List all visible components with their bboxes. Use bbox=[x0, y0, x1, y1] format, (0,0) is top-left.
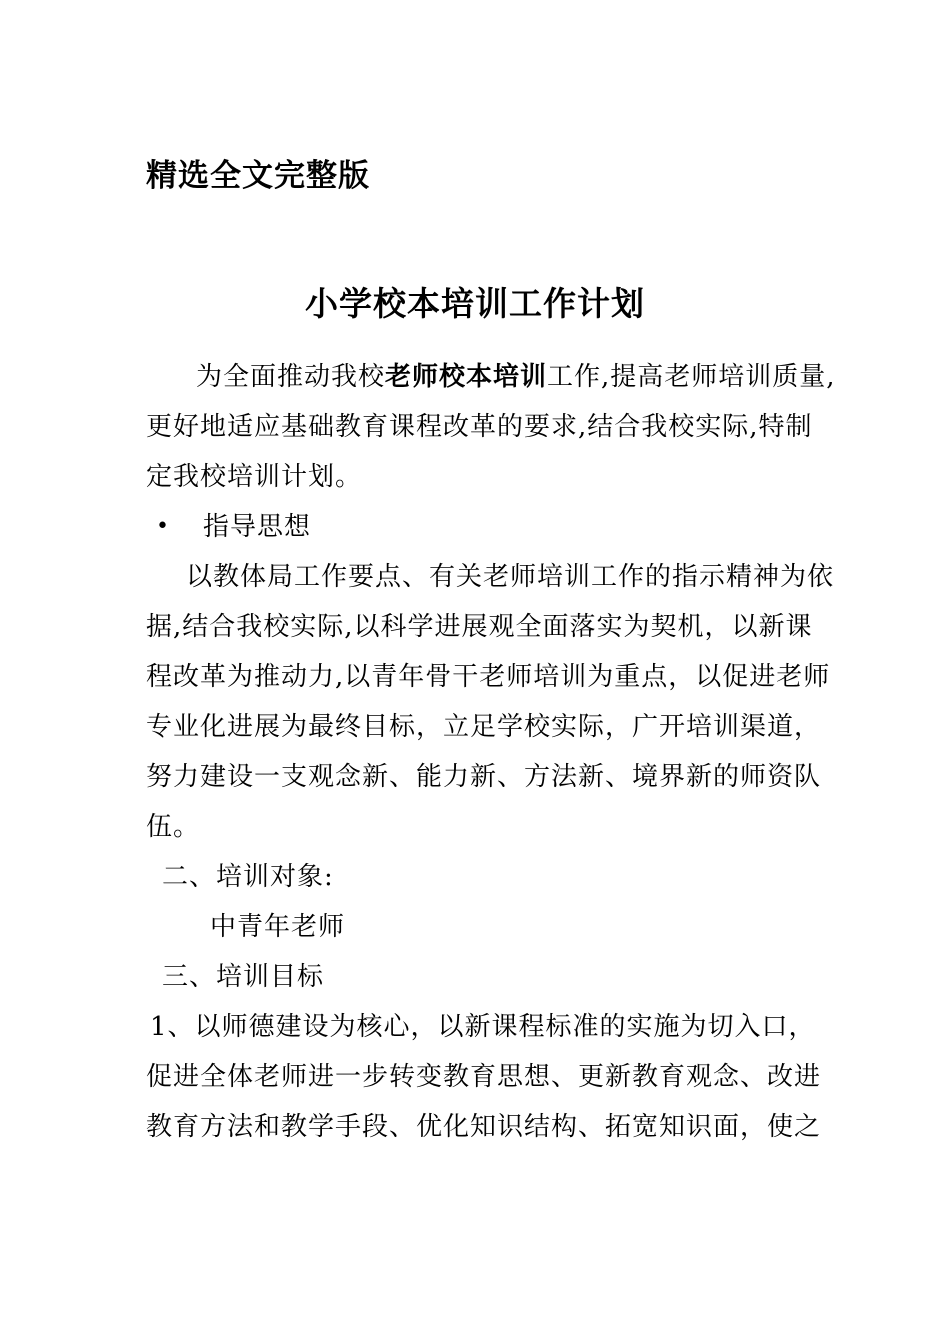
paragraph-line: 专业化进展为最终目标，立足学校实际，广开培训渠道， bbox=[146, 712, 822, 742]
intro-line-1 bbox=[196, 361, 836, 393]
paragraph-line: 促进全体老师进一步转变教育思想、更新教育观念、改进 bbox=[146, 1062, 822, 1092]
document-title: 小学校本培训工作计划 bbox=[305, 284, 645, 323]
paragraph-line: 程改革为推动力,以青年骨干老师培训为重点，以促进老师 bbox=[146, 662, 831, 692]
intro-emphasis: 老师校本培训 bbox=[385, 362, 548, 392]
intro-line-2: 更好地适应基础教育课程改革的要求,结合我校实际,特制 bbox=[146, 412, 813, 442]
paragraph-line: 据,结合我校实际,以科学进展观全面落实为契机，以新课 bbox=[146, 612, 813, 642]
paragraph-line: 以教体局工作要点、有关老师培训工作的指示精神为依 bbox=[186, 562, 835, 592]
intro-prefix: 为全面推动我校 bbox=[196, 362, 386, 392]
bullet-icon: • bbox=[156, 514, 169, 539]
section-heading-training-target: 二、培训对象: bbox=[162, 862, 334, 892]
paragraph-line: 伍。 bbox=[146, 812, 201, 842]
paragraph-line: 1、以师德建设为核心，以新课程标准的实施为切入口， bbox=[150, 1012, 816, 1042]
intro-suffix: 工作,提高老师培训质量, bbox=[547, 362, 836, 392]
paragraph-line: 教育方法和教学手段、优化知识结构、拓宽知识面，使之 bbox=[146, 1112, 822, 1142]
section-heading-guiding-thought: 指导思想 bbox=[203, 512, 312, 542]
training-target-content: 中青年老师 bbox=[210, 912, 346, 942]
banner-heading: 精选全文完整版 bbox=[146, 158, 370, 194]
intro-line-3: 定我校培训计划。 bbox=[146, 462, 363, 492]
paragraph-line: 努力建设一支观念新、能力新、方法新、境界新的师资队 bbox=[146, 762, 822, 792]
section-heading-training-goal: 三、培训目标 bbox=[162, 962, 325, 992]
